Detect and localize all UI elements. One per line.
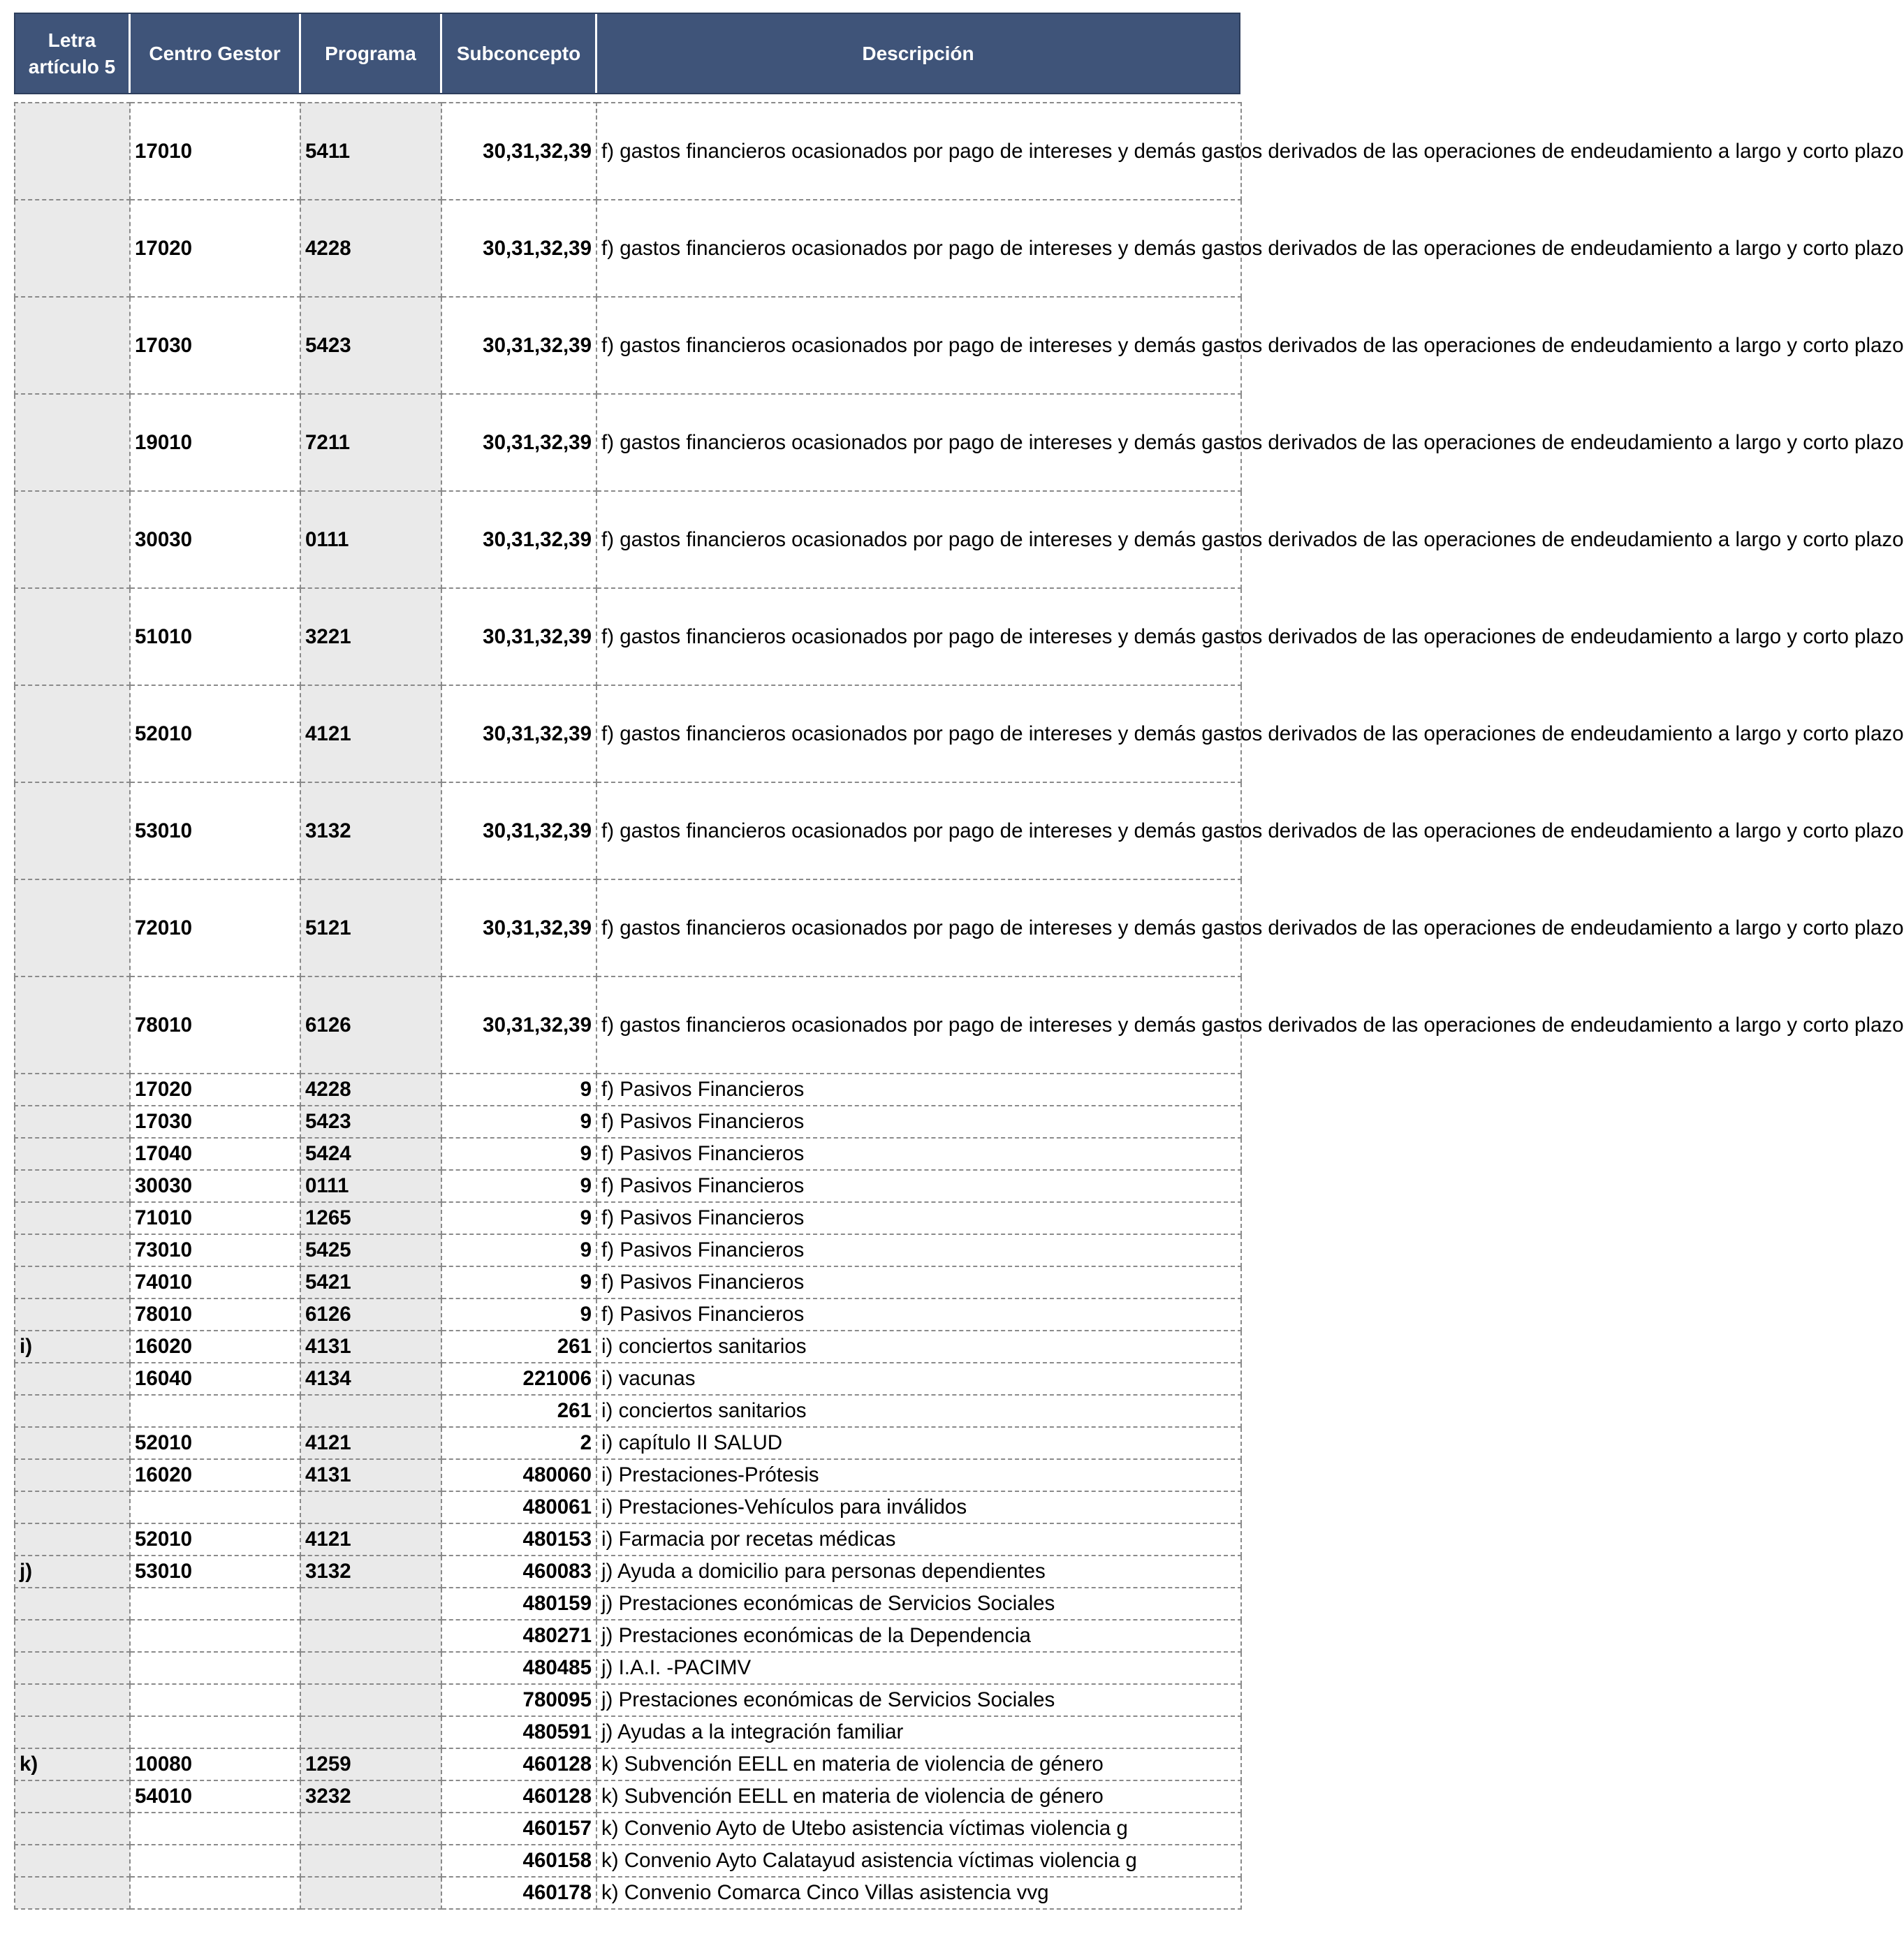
cell-descripcion: j) Prestaciones económicas de Servicios Sociales xyxy=(596,1588,1241,1620)
cell-descripcion: i) capítulo II SALUD xyxy=(596,1427,1241,1459)
cell-subconcepto: 30,31,32,39 xyxy=(441,782,596,879)
cell-centro-gestor: 54010 xyxy=(130,1780,300,1813)
cell-letra xyxy=(15,1202,130,1234)
cell-programa: 6126 xyxy=(300,976,441,1074)
cell-subconcepto: 480271 xyxy=(441,1620,596,1652)
cell-programa: 5423 xyxy=(300,1106,441,1138)
table-row xyxy=(15,976,1241,1074)
cell-centro-gestor xyxy=(130,1395,300,1427)
cell-descripcion: i) Farmacia por recetas médicas xyxy=(596,1523,1241,1556)
cell-letra xyxy=(15,588,130,685)
cell-descripcion: f) gastos financieros ocasionados por pago de intereses y demás gastos derivados de las operaciones de endeudamiento a largo y corto plazo xyxy=(596,297,1241,394)
cell-descripcion: f) Pasivos Financieros xyxy=(596,1234,1241,1266)
cell-programa: 3232 xyxy=(300,1780,441,1813)
cell-centro-gestor: 71010 xyxy=(130,1202,300,1234)
cell-letra xyxy=(15,1395,130,1427)
cell-descripcion: f) Pasivos Financieros xyxy=(596,1106,1241,1138)
cell-descripcion: f) gastos financieros ocasionados por pago de intereses y demás gastos derivados de las operaciones de endeudamiento a largo y corto plazo xyxy=(596,976,1241,1074)
cell-descripcion: f) gastos financieros ocasionados por pago de intereses y demás gastos derivados de las operaciones de endeudamiento a largo y corto plazo xyxy=(596,879,1241,976)
table-row xyxy=(15,297,1241,394)
cell-letra xyxy=(15,1877,130,1909)
cell-programa: 5121 xyxy=(300,879,441,976)
cell-programa: 4131 xyxy=(300,1331,441,1363)
table-row xyxy=(15,1138,1241,1170)
cell-subconcepto: 2 xyxy=(441,1427,596,1459)
cell-descripcion: f) Pasivos Financieros xyxy=(596,1202,1241,1234)
cell-centro-gestor xyxy=(130,1652,300,1684)
cell-subconcepto: 30,31,32,39 xyxy=(441,297,596,394)
cell-subconcepto: 480060 xyxy=(441,1459,596,1491)
table-row xyxy=(15,491,1241,588)
table-row xyxy=(15,200,1241,297)
cell-programa: 5421 xyxy=(300,1266,441,1298)
table-row xyxy=(15,1620,1241,1652)
cell-letra xyxy=(15,1170,130,1202)
data-table xyxy=(14,102,1904,1910)
cell-subconcepto: 460128 xyxy=(441,1780,596,1813)
cell-letra xyxy=(15,1266,130,1298)
cell-centro-gestor xyxy=(130,1684,300,1716)
cell-centro-gestor: 52010 xyxy=(130,1523,300,1556)
table-row xyxy=(15,685,1241,782)
cell-programa xyxy=(300,1716,441,1748)
cell-programa: 5425 xyxy=(300,1234,441,1266)
cell-centro-gestor: 10080 xyxy=(130,1748,300,1780)
cell-centro-gestor: 17040 xyxy=(130,1138,300,1170)
cell-descripcion: j) I.A.I. -PACIMV xyxy=(596,1652,1241,1684)
cell-descripcion: f) gastos financieros ocasionados por pago de intereses y demás gastos derivados de las operaciones de endeudamiento a largo y corto plazo xyxy=(596,782,1241,879)
cell-programa: 0111 xyxy=(300,491,441,588)
cell-descripcion: j) Prestaciones económicas de Servicios Sociales xyxy=(596,1684,1241,1716)
cell-programa: 5411 xyxy=(300,103,441,200)
cell-subconcepto: 261 xyxy=(441,1331,596,1363)
header-programa: Programa xyxy=(301,14,442,93)
header-subconcepto: Subconcepto xyxy=(442,14,597,93)
cell-centro-gestor: 53010 xyxy=(130,1556,300,1588)
cell-programa xyxy=(300,1684,441,1716)
cell-descripcion: k) Convenio Ayto de Utebo asistencia víctimas violencia g xyxy=(596,1813,1241,1845)
table-row xyxy=(15,1491,1241,1523)
cell-programa: 4228 xyxy=(300,200,441,297)
cell-programa: 4121 xyxy=(300,685,441,782)
cell-centro-gestor: 30030 xyxy=(130,1170,300,1202)
cell-letra xyxy=(15,1491,130,1523)
cell-centro-gestor: 19010 xyxy=(130,394,300,491)
cell-descripcion: j) Ayuda a domicilio para personas dependientes xyxy=(596,1556,1241,1588)
cell-centro-gestor: 16020 xyxy=(130,1459,300,1491)
table-row xyxy=(15,394,1241,491)
cell-descripcion: f) gastos financieros ocasionados por pago de intereses y demás gastos derivados de las operaciones de endeudamiento a largo y corto plazo xyxy=(596,394,1241,491)
cell-descripcion: f) gastos financieros ocasionados por pago de intereses y demás gastos derivados de las operaciones de endeudamiento a largo y corto plazo xyxy=(596,200,1241,297)
cell-programa: 0111 xyxy=(300,1170,441,1202)
cell-descripcion: f) gastos financieros ocasionados por pago de intereses y demás gastos derivados de las operaciones de endeudamiento a largo y corto plazo xyxy=(596,491,1241,588)
table-row xyxy=(15,1106,1241,1138)
table-row xyxy=(15,1716,1241,1748)
cell-subconcepto: 30,31,32,39 xyxy=(441,103,596,200)
table-row xyxy=(15,1395,1241,1427)
cell-programa xyxy=(300,1652,441,1684)
cell-letra xyxy=(15,1298,130,1331)
cell-letra xyxy=(15,782,130,879)
cell-subconcepto: 9 xyxy=(441,1170,596,1202)
cell-descripcion: i) conciertos sanitarios xyxy=(596,1395,1241,1427)
cell-descripcion: f) Pasivos Financieros xyxy=(596,1298,1241,1331)
cell-letra xyxy=(15,297,130,394)
cell-letra xyxy=(15,1780,130,1813)
cell-letra xyxy=(15,1652,130,1684)
cell-descripcion: f) gastos financieros ocasionados por pago de intereses y demás gastos derivados de las operaciones de endeudamiento a largo y corto plazo xyxy=(596,685,1241,782)
table-row xyxy=(15,1298,1241,1331)
cell-centro-gestor: 17010 xyxy=(130,103,300,200)
cell-letra xyxy=(15,1813,130,1845)
cell-programa xyxy=(300,1491,441,1523)
cell-letra: j) xyxy=(15,1556,130,1588)
cell-letra xyxy=(15,1074,130,1106)
cell-letra xyxy=(15,1234,130,1266)
table-row xyxy=(15,1845,1241,1877)
cell-programa xyxy=(300,1845,441,1877)
cell-centro-gestor: 51010 xyxy=(130,588,300,685)
table-row xyxy=(15,1170,1241,1202)
cell-subconcepto: 460083 xyxy=(441,1556,596,1588)
cell-centro-gestor: 52010 xyxy=(130,1427,300,1459)
cell-programa xyxy=(300,1877,441,1909)
cell-letra xyxy=(15,879,130,976)
cell-programa: 3221 xyxy=(300,588,441,685)
cell-subconcepto: 9 xyxy=(441,1138,596,1170)
table-row xyxy=(15,1202,1241,1234)
cell-programa: 5423 xyxy=(300,297,441,394)
cell-centro-gestor: 78010 xyxy=(130,976,300,1074)
table-row xyxy=(15,103,1241,200)
cell-subconcepto: 480153 xyxy=(441,1523,596,1556)
cell-subconcepto: 9 xyxy=(441,1106,596,1138)
cell-subconcepto: 480485 xyxy=(441,1652,596,1684)
table-row xyxy=(15,1780,1241,1813)
cell-subconcepto: 9 xyxy=(441,1234,596,1266)
cell-subconcepto: 9 xyxy=(441,1266,596,1298)
cell-programa: 1259 xyxy=(300,1748,441,1780)
cell-letra xyxy=(15,685,130,782)
cell-subconcepto: 30,31,32,39 xyxy=(441,491,596,588)
cell-subconcepto: 30,31,32,39 xyxy=(441,976,596,1074)
cell-centro-gestor: 16040 xyxy=(130,1363,300,1395)
cell-letra xyxy=(15,200,130,297)
cell-descripcion: j) Ayudas a la integración familiar xyxy=(596,1716,1241,1748)
cell-subconcepto: 30,31,32,39 xyxy=(441,588,596,685)
cell-descripcion: i) vacunas xyxy=(596,1363,1241,1395)
cell-centro-gestor: 72010 xyxy=(130,879,300,976)
table-row xyxy=(15,1523,1241,1556)
cell-centro-gestor: 17020 xyxy=(130,200,300,297)
table-header xyxy=(14,13,1240,94)
cell-centro-gestor: 17030 xyxy=(130,297,300,394)
cell-programa: 4131 xyxy=(300,1459,441,1491)
table-row xyxy=(15,1459,1241,1491)
cell-centro-gestor: 30030 xyxy=(130,491,300,588)
table-row xyxy=(15,1813,1241,1845)
cell-programa: 3132 xyxy=(300,1556,441,1588)
cell-programa xyxy=(300,1813,441,1845)
table-row xyxy=(15,1877,1241,1909)
table-row xyxy=(15,1684,1241,1716)
cell-descripcion: i) Prestaciones-Prótesis xyxy=(596,1459,1241,1491)
cell-programa xyxy=(300,1620,441,1652)
cell-descripcion: f) Pasivos Financieros xyxy=(596,1170,1241,1202)
table-row xyxy=(15,782,1241,879)
cell-centro-gestor xyxy=(130,1813,300,1845)
cell-subconcepto: 480061 xyxy=(441,1491,596,1523)
cell-letra xyxy=(15,491,130,588)
cell-subconcepto: 9 xyxy=(441,1298,596,1331)
cell-letra xyxy=(15,1845,130,1877)
cell-letra xyxy=(15,1523,130,1556)
cell-subconcepto: 30,31,32,39 xyxy=(441,879,596,976)
table-row xyxy=(15,1266,1241,1298)
cell-centro-gestor: 52010 xyxy=(130,685,300,782)
cell-subconcepto: 9 xyxy=(441,1202,596,1234)
cell-descripcion: f) Pasivos Financieros xyxy=(596,1138,1241,1170)
cell-descripcion: f) gastos financieros ocasionados por pago de intereses y demás gastos derivados de las operaciones de endeudamiento a largo y corto plazo xyxy=(596,588,1241,685)
cell-centro-gestor: 16020 xyxy=(130,1331,300,1363)
table-row xyxy=(15,879,1241,976)
cell-centro-gestor: 53010 xyxy=(130,782,300,879)
cell-programa: 7211 xyxy=(300,394,441,491)
cell-letra xyxy=(15,1620,130,1652)
cell-centro-gestor: 17020 xyxy=(130,1074,300,1106)
table-row xyxy=(15,1074,1241,1106)
cell-descripcion: k) Subvención EELL en materia de violencia de género xyxy=(596,1748,1241,1780)
cell-programa: 6126 xyxy=(300,1298,441,1331)
cell-letra xyxy=(15,103,130,200)
table-row xyxy=(15,1748,1241,1780)
table-body xyxy=(15,103,1904,1909)
cell-centro-gestor xyxy=(130,1716,300,1748)
cell-descripcion: k) Subvención EELL en materia de violencia de género xyxy=(596,1780,1241,1813)
cell-programa: 5424 xyxy=(300,1138,441,1170)
cell-descripcion: f) Pasivos Financieros xyxy=(596,1266,1241,1298)
cell-descripcion: k) Convenio Ayto Calatayud asistencia víctimas violencia g xyxy=(596,1845,1241,1877)
cell-letra xyxy=(15,1363,130,1395)
cell-centro-gestor: 73010 xyxy=(130,1234,300,1266)
cell-letra xyxy=(15,1684,130,1716)
cell-subconcepto: 780095 xyxy=(441,1684,596,1716)
cell-programa xyxy=(300,1588,441,1620)
table-row xyxy=(15,1427,1241,1459)
cell-centro-gestor xyxy=(130,1845,300,1877)
cell-letra xyxy=(15,1588,130,1620)
header-centro-gestor: Centro Gestor xyxy=(131,14,301,93)
cell-programa: 3132 xyxy=(300,782,441,879)
table-row xyxy=(15,1234,1241,1266)
cell-centro-gestor xyxy=(130,1491,300,1523)
cell-subconcepto: 480591 xyxy=(441,1716,596,1748)
cell-descripcion: f) Pasivos Financieros xyxy=(596,1074,1241,1106)
cell-letra: k) xyxy=(15,1748,130,1780)
cell-letra xyxy=(15,1138,130,1170)
table-row xyxy=(15,1363,1241,1395)
cell-subconcepto: 30,31,32,39 xyxy=(441,394,596,491)
cell-centro-gestor xyxy=(130,1588,300,1620)
cell-centro-gestor: 74010 xyxy=(130,1266,300,1298)
header-descripcion: Descripción xyxy=(862,42,974,64)
cell-subconcepto: 221006 xyxy=(441,1363,596,1395)
cell-centro-gestor: 17030 xyxy=(130,1106,300,1138)
cell-programa: 1265 xyxy=(300,1202,441,1234)
cell-subconcepto: 261 xyxy=(441,1395,596,1427)
cell-letra xyxy=(15,976,130,1074)
cell-descripcion: k) Convenio Comarca Cinco Villas asistencia vvg xyxy=(596,1877,1241,1909)
cell-subconcepto: 460178 xyxy=(441,1877,596,1909)
cell-subconcepto: 460157 xyxy=(441,1813,596,1845)
cell-programa: 4121 xyxy=(300,1523,441,1556)
cell-centro-gestor: 78010 xyxy=(130,1298,300,1331)
table-row xyxy=(15,1331,1241,1363)
cell-centro-gestor xyxy=(130,1877,300,1909)
cell-programa xyxy=(300,1395,441,1427)
cell-subconcepto: 480159 xyxy=(441,1588,596,1620)
cell-descripcion: f) gastos financieros ocasionados por pago de intereses y demás gastos derivados de las operaciones de endeudamiento a largo y corto plazo xyxy=(596,103,1241,200)
cell-letra xyxy=(15,1459,130,1491)
cell-subconcepto: 460158 xyxy=(441,1845,596,1877)
cell-programa: 4228 xyxy=(300,1074,441,1106)
cell-descripcion: i) Prestaciones-Vehículos para inválidos xyxy=(596,1491,1241,1523)
table-row xyxy=(15,1652,1241,1684)
cell-letra xyxy=(15,1106,130,1138)
cell-centro-gestor xyxy=(130,1620,300,1652)
cell-descripcion: i) conciertos sanitarios xyxy=(596,1331,1241,1363)
table-row xyxy=(15,1588,1241,1620)
table-row xyxy=(15,1556,1241,1588)
cell-subconcepto: 9 xyxy=(441,1074,596,1106)
cell-letra xyxy=(15,1427,130,1459)
cell-letra xyxy=(15,1716,130,1748)
cell-letra: i) xyxy=(15,1331,130,1363)
header-letra: Letra artículo 5 xyxy=(15,14,131,93)
cell-programa: 4134 xyxy=(300,1363,441,1395)
cell-subconcepto: 30,31,32,39 xyxy=(441,685,596,782)
cell-descripcion: j) Prestaciones económicas de la Dependencia xyxy=(596,1620,1241,1652)
table-row xyxy=(15,588,1241,685)
cell-subconcepto: 30,31,32,39 xyxy=(441,200,596,297)
cell-letra xyxy=(15,394,130,491)
cell-subconcepto: 460128 xyxy=(441,1748,596,1780)
cell-programa: 4121 xyxy=(300,1427,441,1459)
